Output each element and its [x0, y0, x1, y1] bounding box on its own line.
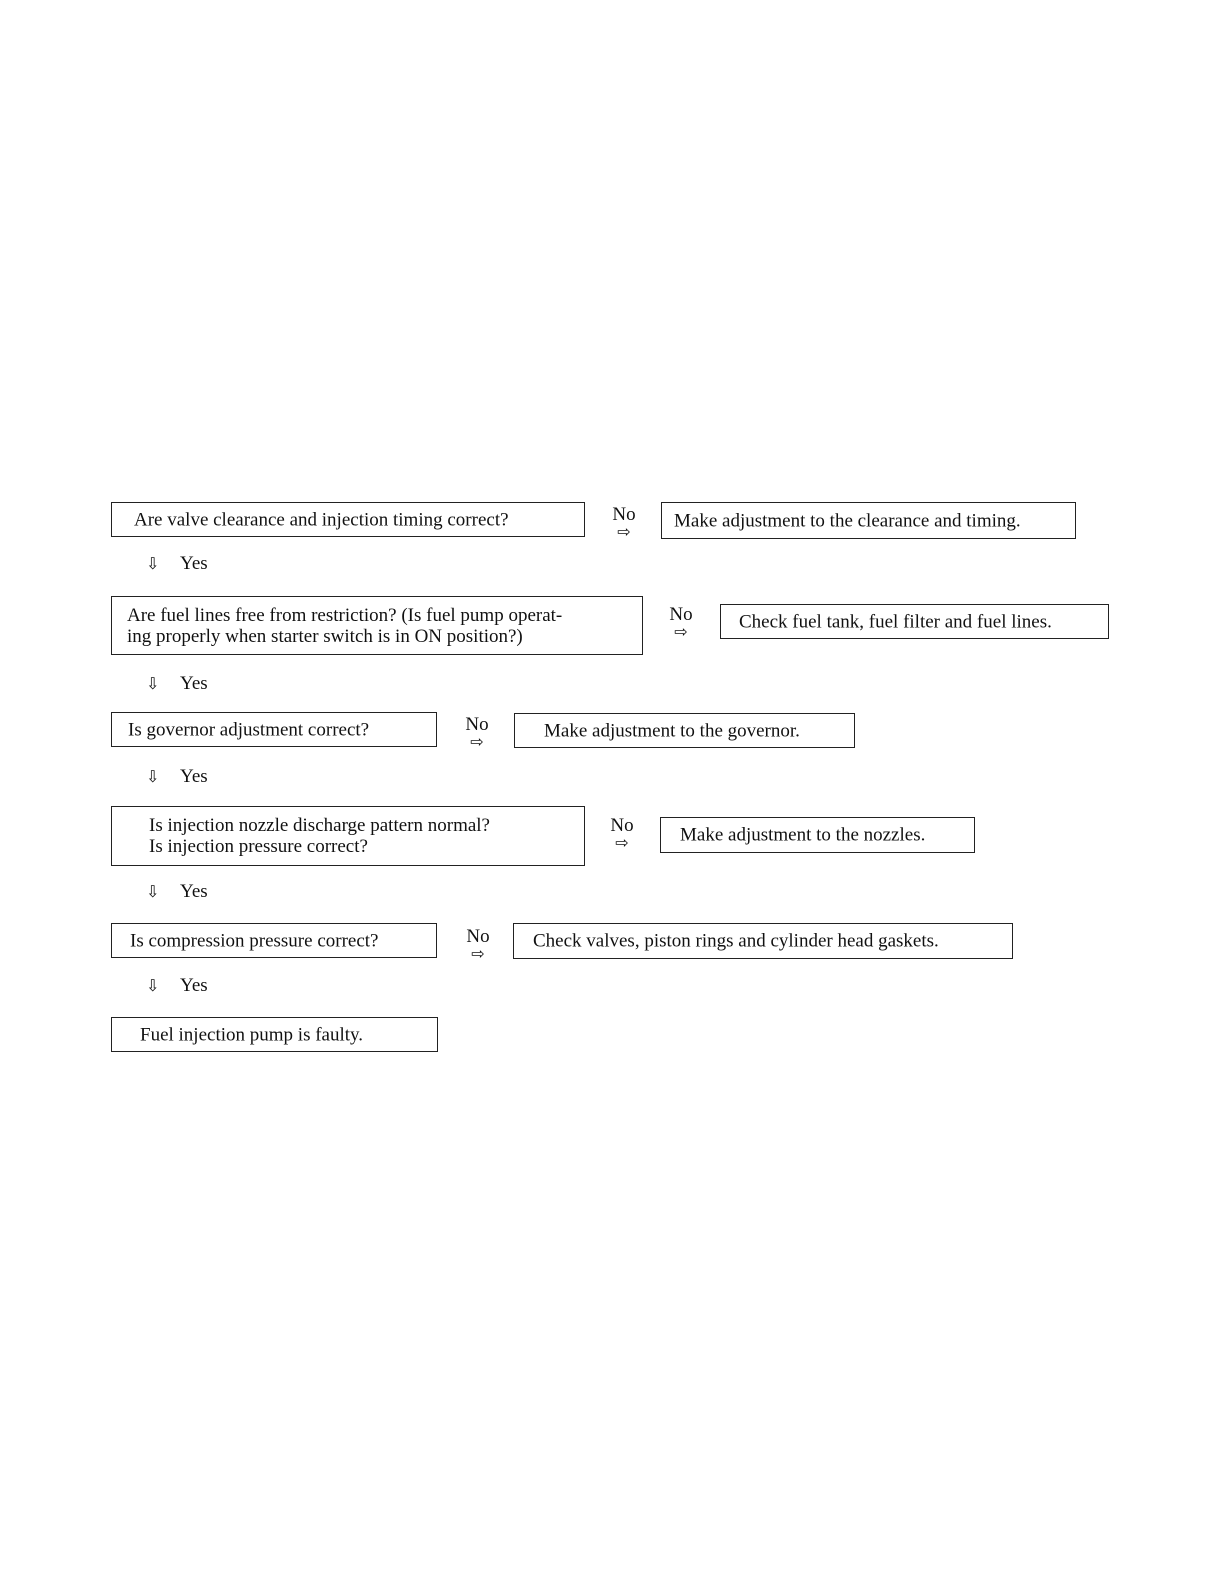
conclusion-box	[111, 1017, 438, 1052]
down-arrow-icon: ⇩	[146, 976, 160, 995]
question-line-2: ing properly when starter switch is in ON position?)	[127, 625, 523, 647]
action-text: Make adjustment to the nozzles.	[680, 824, 926, 846]
action-text: Make adjustment to the clearance and timing.	[674, 510, 1021, 531]
down-arrow-icon: ⇩	[146, 767, 160, 786]
question-line-1: Is injection nozzle discharge pattern normal?	[149, 815, 490, 836]
yes-branch	[146, 975, 208, 997]
no-label: No	[466, 926, 490, 947]
right-arrow-icon: ⇨	[615, 833, 629, 852]
down-arrow-icon: ⇩	[146, 554, 160, 573]
action-box-check-fuel	[720, 604, 1109, 639]
action-box-adjust-nozzles	[660, 817, 975, 853]
no-label: No	[669, 604, 693, 625]
no-branch	[604, 506, 644, 540]
yes-label: Yes	[180, 975, 208, 996]
action-box-adjust-clearance	[661, 502, 1076, 539]
no-label: No	[610, 815, 634, 836]
question-text	[127, 605, 562, 647]
yes-branch	[146, 881, 208, 903]
action-box-check-valves	[513, 923, 1013, 959]
right-arrow-icon: ⇨	[674, 622, 688, 641]
no-label: No	[465, 714, 489, 735]
yes-label: Yes	[180, 673, 208, 694]
down-arrow-icon: ⇩	[146, 674, 160, 693]
question-line-1: Are fuel lines free from restriction? (Is fuel pump operat-	[127, 604, 563, 626]
yes-branch	[146, 553, 208, 575]
question-box-fuel-lines	[111, 596, 643, 655]
question-box-compression	[111, 923, 437, 958]
question-text: Is governor adjustment correct?	[128, 719, 370, 740]
yes-branch	[146, 766, 208, 788]
action-text: Check valves, piston rings and cylinder head gaskets.	[533, 930, 939, 952]
question-box-injection-nozzle	[111, 806, 585, 866]
right-arrow-icon: ⇨	[471, 944, 485, 963]
yes-label: Yes	[180, 766, 208, 787]
yes-label: Yes	[180, 553, 208, 574]
no-branch	[458, 928, 498, 962]
right-arrow-icon: ⇨	[470, 732, 484, 751]
down-arrow-icon: ⇩	[146, 882, 160, 901]
no-branch	[602, 817, 642, 851]
question-text	[149, 815, 490, 857]
question-text: Are valve clearance and injection timing correct?	[134, 509, 509, 530]
no-branch	[661, 606, 701, 640]
question-box-valve-clearance	[111, 502, 585, 537]
action-text: Check fuel tank, fuel filter and fuel lines.	[739, 611, 1052, 632]
question-line-2: Is injection pressure correct?	[149, 836, 368, 857]
question-text: Is compression pressure correct?	[130, 930, 379, 951]
no-branch	[457, 716, 497, 750]
yes-label: Yes	[180, 881, 208, 902]
action-text: Make adjustment to the governor.	[544, 720, 800, 741]
question-box-governor	[111, 712, 437, 747]
no-label: No	[612, 504, 636, 525]
right-arrow-icon: ⇨	[617, 522, 631, 541]
yes-branch	[146, 673, 208, 695]
conclusion-text: Fuel injection pump is faulty.	[140, 1024, 364, 1045]
action-box-adjust-governor	[514, 713, 855, 748]
